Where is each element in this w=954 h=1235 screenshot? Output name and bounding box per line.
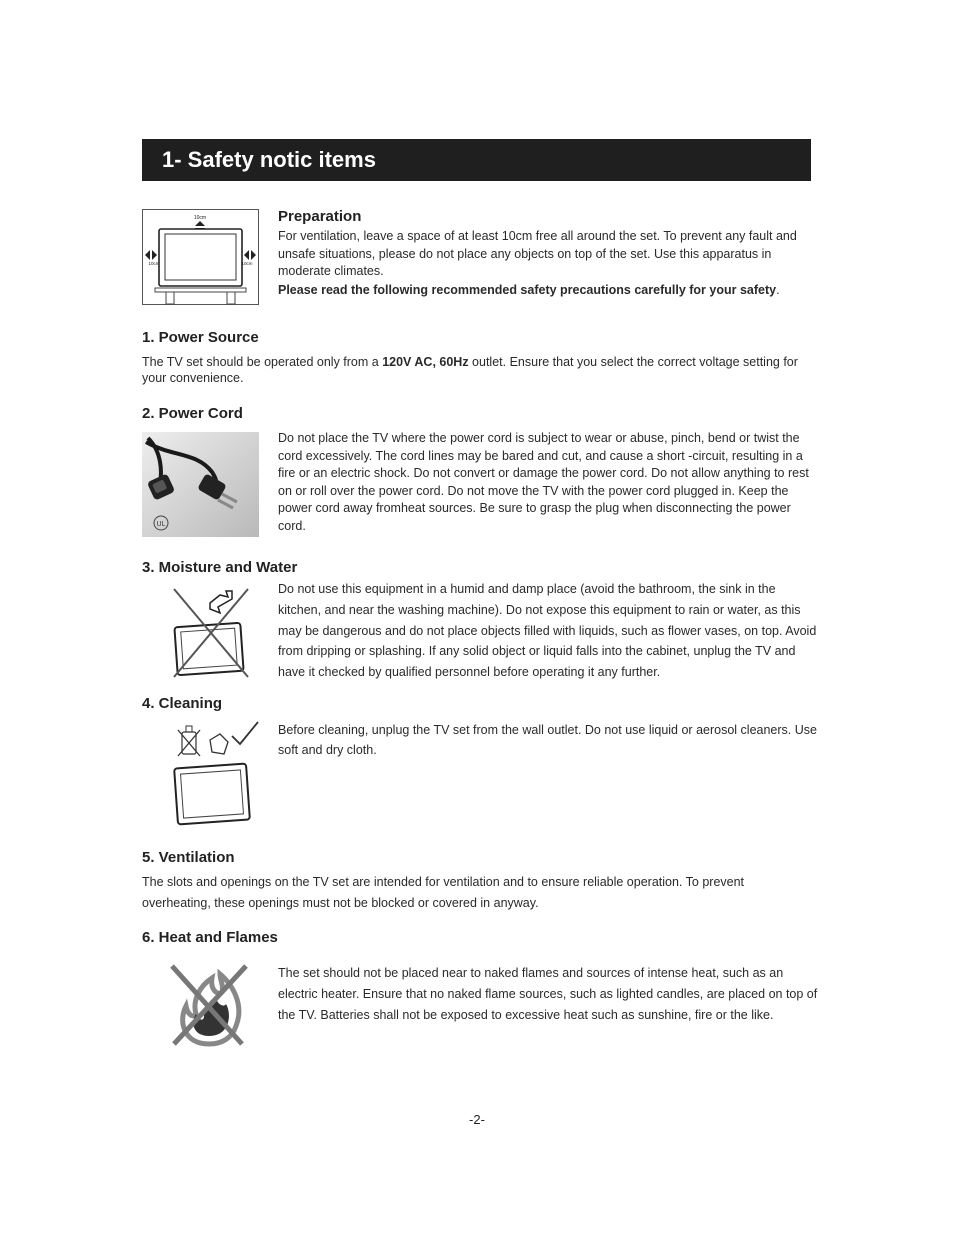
power-cord-text: Do not place the TV where the power cord is subject to wear or abuse, pinch, bend or twist the cord excessively. The cord lines may be bared and cut, and cause a short -circuit, resulting in a fire or an electric shock. Do not convert or damage the power cord. Do not allow anything to rest on or roll over the power cord. Do not move the TV with the power cord plugged in. Keep the power cord away fromheat sources. Be sure to grasp the plug when disconnecting the power cord. [278,431,809,533]
cleaning-icon [170,720,260,828]
moisture-text: Do not use this equipment in a humid and damp place (avoid the bathroom, the sink in the kitchen, and near the washing machine). Do not expose this equipment to rain or water, as this may be dangerous and do not place objects filled with liquids, such as flower vases, on top. Avoid from dripping or splashing. If any solid object or liquid falls into the cabinet, unplug the TV and have it checked by qualified personnel before operating it any further. [278,582,817,680]
no-flame-icon [168,960,250,1048]
preparation-heading: Preparation [278,208,362,225]
section-header-bar [142,139,811,181]
cleaning-heading: 4. Cleaning [142,695,223,712]
preparation-section [278,208,818,299]
svg-text:10cm: 10cm [241,261,253,266]
preparation-note: Please read the following recommended safety precautions carefully for your safety. [278,282,780,297]
svg-text:10cm: 10cm [148,261,160,266]
power-source-heading: 1. Power Source [142,329,259,346]
power-cord-heading: 2. Power Cord [142,405,243,422]
tv-clearance-figure [142,209,259,305]
page-title: 1- Safety notic items [162,147,376,172]
heat-text: The set should not be placed near to naked flames and sources of intense heat, such as an electric heater. Ensure that no naked flame sources, such as lighted candles, are placed on top of the TV. Batteries shall not be exposed to excessive heat such as sunshine, fire or the like. [278,966,818,1022]
ventilation-heading: 5. Ventilation [142,849,235,866]
power-cord-image [142,432,259,537]
power-source-text: The TV set should be operated only from a 120V AC, 60Hz outlet. Ensure that you select the correct voltage setting for your convenience. [142,355,798,385]
moisture-warning-icon [170,585,254,680]
heat-heading: 6. Heat and Flames [142,929,278,946]
ventilation-text: The slots and openings on the TV set are intended for ventilation and to ensure reliable operation. To prevent overheating, these openings must not be blocked or covered in anyway. [142,875,745,910]
svg-text:10cm: 10cm [193,215,207,221]
moisture-heading: 3. Moisture and Water [142,559,298,576]
cleaning-text: Before cleaning, unplug the TV set from the wall outlet. Do not use liquid or aerosol cleaners. Use soft and dry cloth. [278,723,817,757]
ul-mark: UL [156,521,166,528]
page-number: -2- [469,1112,485,1127]
preparation-text: For ventilation, leave a space of at least 10cm free all around the set. To prevent any fault and unsafe situations, please do not place any objects on top of the set. Use this apparatus in moderate climates. [278,229,797,278]
